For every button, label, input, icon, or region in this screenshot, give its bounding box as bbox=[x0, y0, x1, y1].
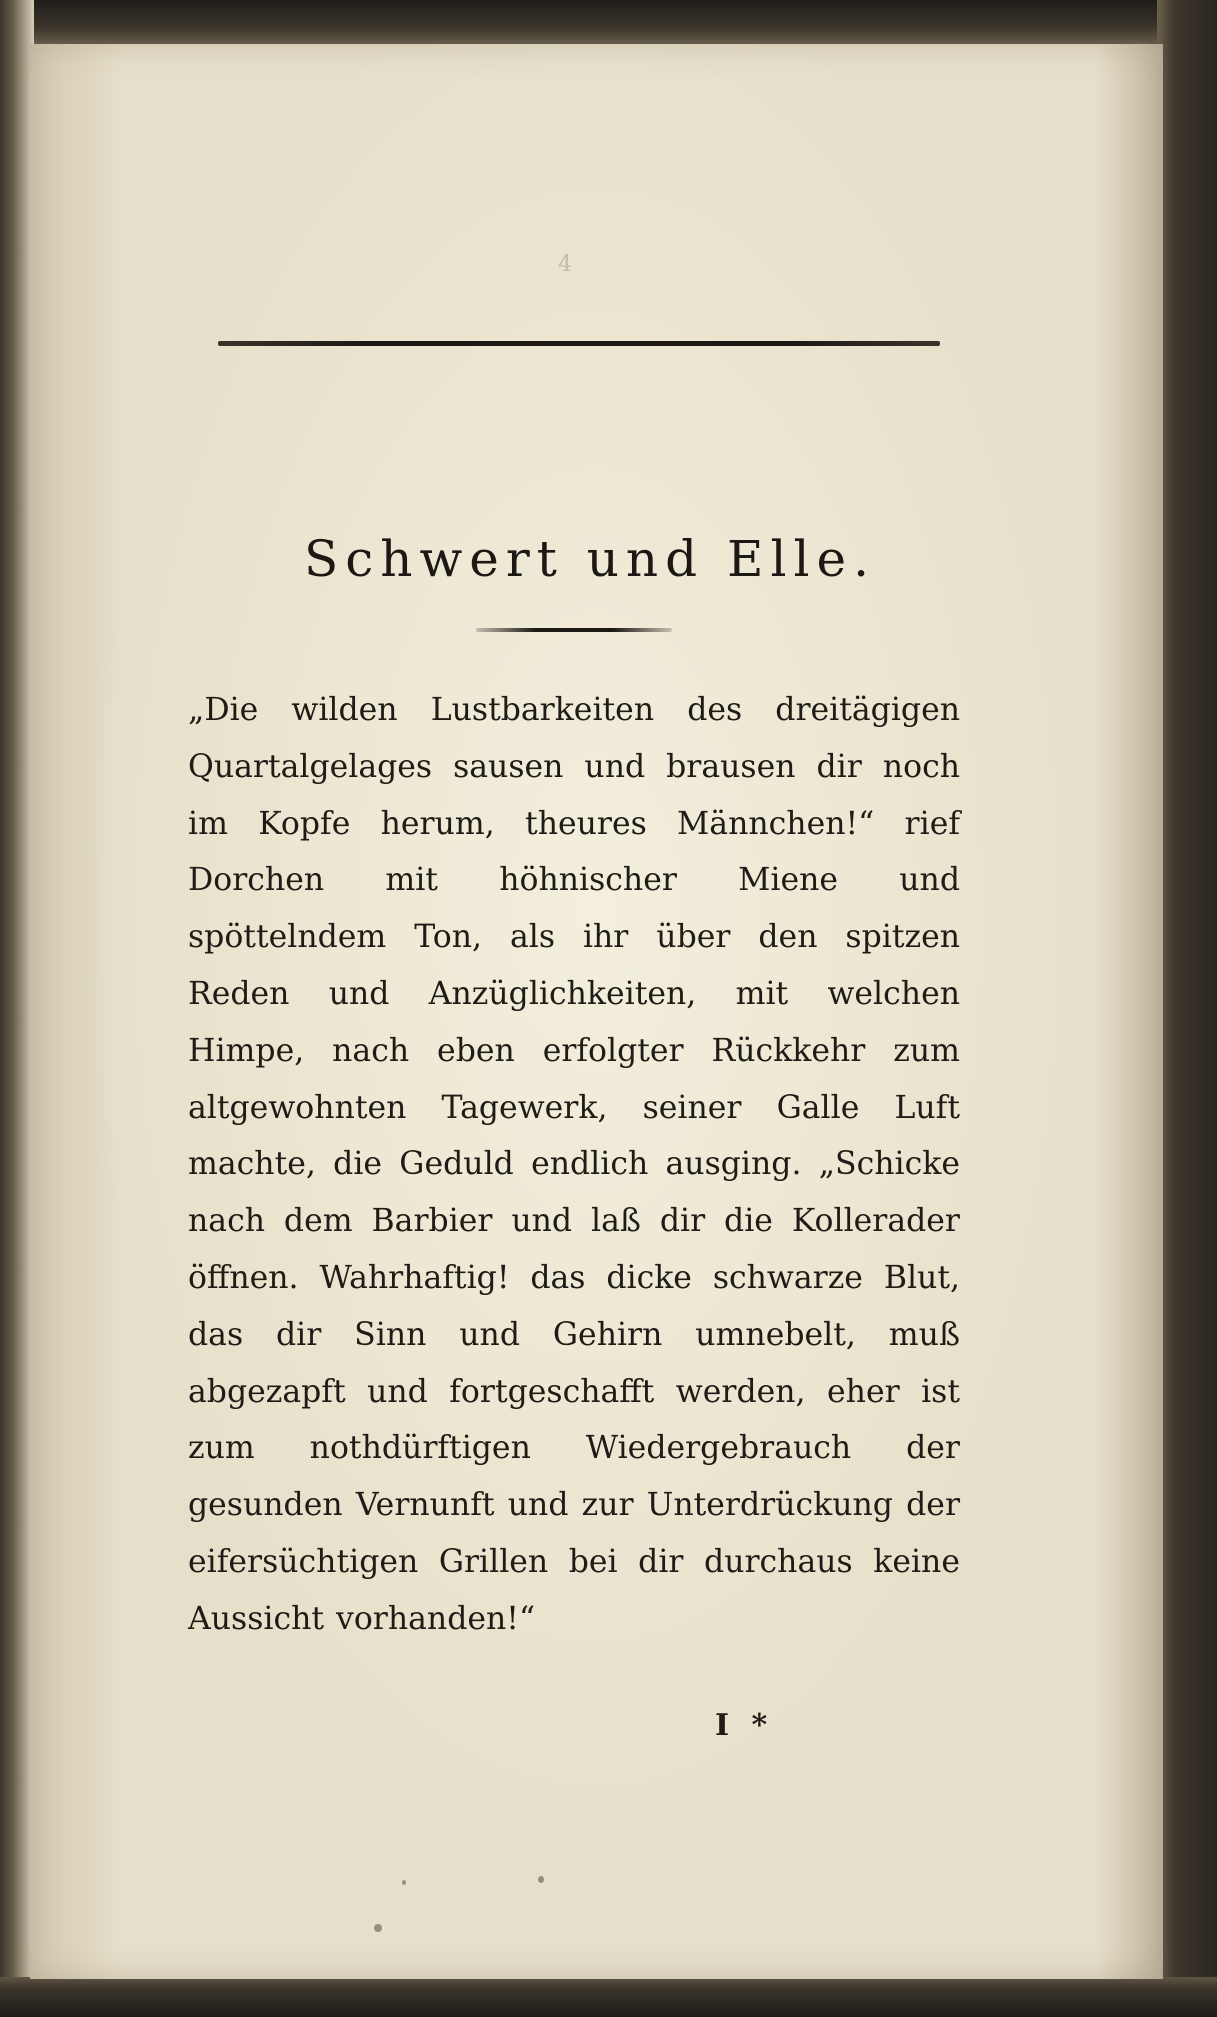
paper-spot bbox=[538, 1876, 544, 1883]
page-number: 4 bbox=[558, 252, 572, 277]
paper-spot bbox=[374, 1924, 382, 1932]
signature-mark: I * bbox=[715, 1708, 774, 1743]
book-top-edge bbox=[0, 0, 1217, 46]
title-divider bbox=[476, 628, 672, 632]
book-cover-edge bbox=[1157, 0, 1217, 2017]
chapter-title: Schwert und Elle. bbox=[303, 530, 876, 588]
header-rule bbox=[218, 341, 940, 346]
book-binding-edge bbox=[0, 0, 34, 2017]
book-bottom-edge bbox=[0, 1977, 1217, 2017]
body-paragraph: „Die wilden Lustbarkeiten des dreitägigen Quartalgelages sausen und brausen dir noch im Kopfe herum, theures Männchen!“ rief Dorchen mit höhnischer Miene und spöttelndem Ton, als ihr über den spitzen Reden und Anzüglichkeiten, mit welchen Himpe, nach eben erfolgter Rückkehr zum altgewohnten Tagewerk, seiner Galle Luft machte, die Geduld endlich ausging. „Schicke nach dem Barbier und laß dir die Kollerader öffnen. Wahrhaftig! das dicke schwarze Blut, das dir Sinn und Gehirn umnebelt, muß abgezapft und fortgeschafft werden, eher ist zum nothdürftigen Wiedergebrauch der gesunden Vernunft und zur Unterdrückung der eifersüchtigen Grillen bei dir durchaus keine Aussicht vorhanden!“ bbox=[188, 692, 960, 1637]
paper-spot bbox=[402, 1880, 406, 1885]
